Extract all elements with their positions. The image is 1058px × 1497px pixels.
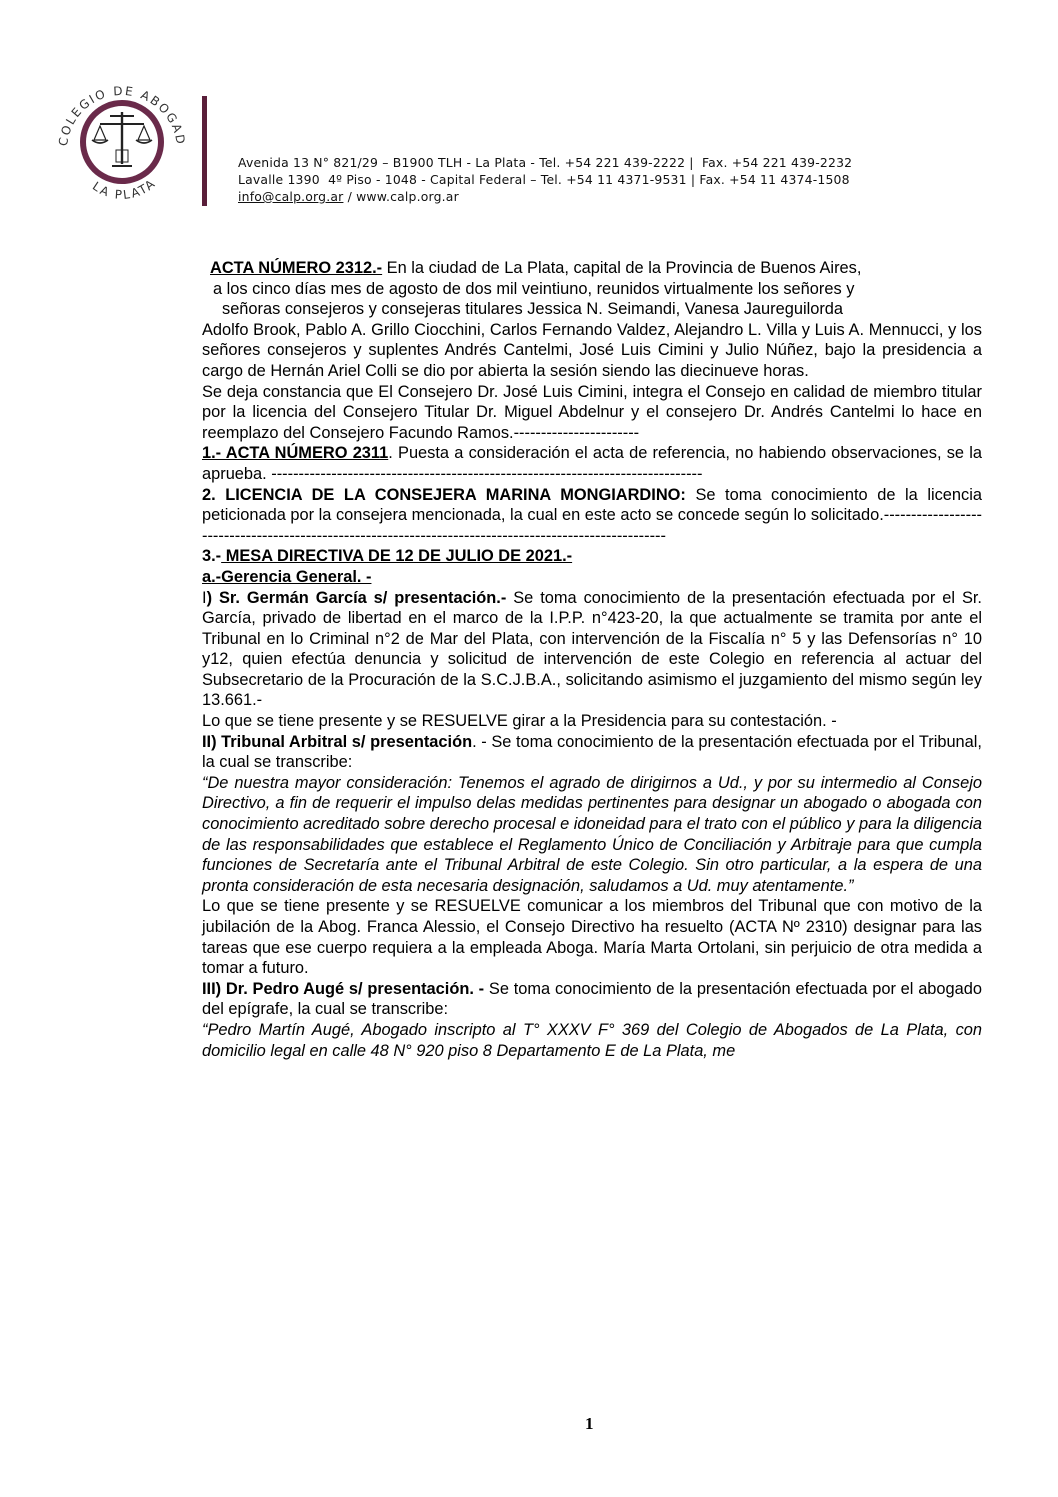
item-iii-text: Se toma conocimiento de la presentación efectuada por el abogado del epígrafe, la cual se transcribe: [202, 979, 983, 1019]
address-line-2: Lavalle 1390 4º Piso - 1048 - Capital Federal – Tel. +54 11 4371-9531 | Fax. +54 11 4374-1508 [238, 172, 850, 187]
item-3-title [202, 546, 982, 567]
item-ii-title: II) Tribunal Arbitral s/ presentación [202, 732, 473, 751]
item-3-i [202, 588, 982, 712]
item-ii-quote: “De nuestra mayor consideración: Tenemos el agrado de dirigirnos a Ud., y por su intermedio al Consejo Directivo, a fin de requerir el impulso delas medidas pertinentes para designar un abogado o abogada con conocimiento acreditado sobre derecho procesal e idoneidad para el trato con el público y para la diligencia de las responsabilidades que establece el Reglamento Único de Conciliación y Arbitraje para que cumpla funciones de Secretaría ante el Tribunal Arbitral de este Colegio. Sin otro particular, a la espera de una pronta consideración de esta necesaria designación, saludamos a Ud. muy atentamente.” [202, 773, 982, 895]
acta-content [202, 258, 982, 1061]
item-1 [202, 443, 982, 484]
web-link[interactable]: / www.calp.org.ar [343, 189, 459, 204]
item-1-title: 1.- ACTA NÚMERO 2311 [202, 444, 389, 463]
item-3-ii [202, 732, 982, 773]
acta-intro-line3: señoras consejeros y consejeras titulares Jessica N. Seimandi, Vanesa Jaureguilorda [222, 300, 844, 319]
acta-intro-text-a: En la ciudad de La Plata, capital de la Provincia de Buenos Aires, [382, 259, 862, 277]
page-number: 1 [585, 1414, 594, 1433]
header-address [238, 154, 852, 205]
item-i-resolve: Lo que se tiene presente y se RESUELVE girar a la Presidencia para su contestación. - [202, 712, 837, 731]
logo-text-bottom: LA PLATA [89, 175, 159, 202]
item-2 [202, 485, 982, 547]
acta-intro-line1 [202, 258, 982, 279]
item-3-heading: MESA DIRECTIVA DE 12 DE JULIO DE 2021.- [221, 547, 573, 566]
item-i-label: I [202, 588, 207, 607]
header-divider [202, 96, 207, 206]
email-link[interactable]: info@calp.org.ar [238, 189, 344, 204]
item-3-iii [202, 979, 982, 1020]
item-i-title: ) Sr. Germán García s/ presentación.- [206, 588, 507, 607]
item-ii-resolve: Lo que se tiene presente y se RESUELVE comunicar a los miembros del Tribunal que con motivo de la jubilación de la Abog. Franca Alessio, el Consejo Directivo ha resuelto (ACTA Nº 2310) designar para las tareas que ese cuerpo requiera a la empleada Aboga. María Marta Ortolani, sin perjuicio de otra medida a tomar a futuro. [202, 897, 982, 978]
address-line-1: Avenida 13 N° 821/29 – B1900 TLH - La Plata - Tel. +54 221 439-2222 | Fax. +54 221 439-2232 [238, 155, 853, 170]
item-ii-text: . - Se toma conocimiento de la presentación efectuada por el Tribunal, la cual se transcribe: [202, 732, 982, 772]
acta-intro-rest: Adolfo Brook, Pablo A. Grillo Ciocchini, Carlos Fernando Valdez, Alejandro L. Villa y Luis A. Mennucci, y los señores consejeros y suplentes Andrés Cantelmi, José Luis Cimini y Julio Núñez, bajo la presidencia a cargo de Hernán Ariel Colli se dio por abierta la sesión siendo las diecinueve horas. [202, 320, 982, 380]
acta-constancia: Se deja constancia que El Consejero Dr. José Luis Cimini, integra el Consejo en calidad de miembro titular por la licencia del Consejero Titular Dr. Miguel Abdelnur y el consejero Dr. Andrés Cantelmi lo hace en reemplazo del Consejero Facundo Ramos.----------------------- [202, 382, 982, 442]
logo-text-top: COLEGIO DE ABOGAD [55, 83, 189, 148]
subsection-a: a.-Gerencia General. - [202, 567, 372, 586]
item-2-title: 2. LICENCIA DE LA CONSEJERA MARINA MONGIARDINO: [202, 485, 686, 504]
item-3-number: 3.- [202, 547, 222, 566]
contact-line [238, 188, 852, 205]
acta-title: ACTA NÚMERO 2312.- [210, 259, 383, 277]
item-iii-title: III) Dr. Pedro Augé s/ presentación. - [202, 979, 485, 998]
item-1-text: . Puesta a consideración el acta de referencia, no habiendo observaciones, se la aprueba. ------------------------------------------------------------------------------- [202, 444, 982, 483]
acta-intro-line2: a los cinco días mes de agosto de dos mil veintiuno, reunidos virtualmente los señores y [213, 279, 855, 298]
colegio-logo [52, 82, 192, 212]
item-i-text: Se toma conocimiento de la presentación efectuada por el Sr. García, privado de libertad en el marco de la I.P.P. n°423-20, la que actualmente se tramita por ante el Tribunal en lo Criminal n°2 de Mar del Plata, con intervención de la Fiscalía n° 5 y las Defensorías n° 10 y12, quien efectúa denuncia y solicitud de intervención de este Colegio en referencia al actuar del Subsecretario de la Procuración de la S.C.J.B.A., solicitando asimismo el juzgamiento del mismo según ley 13.661.- [202, 588, 982, 710]
item-iii-quote: “Pedro Martín Augé, Abogado inscripto al T° XXXV F° 369 del Colegio de Abogados de La Plata, con domicilio legal en calle 48 N° 920 piso 8 Departamento E de La Plata, me [202, 1020, 982, 1060]
item-2-text: Se toma conocimiento de la licencia peticionada por la consejera mencionada, la cual en este acto se concede según lo solicitado.------------------------------------------------------------------------------------------------------- [202, 485, 982, 545]
